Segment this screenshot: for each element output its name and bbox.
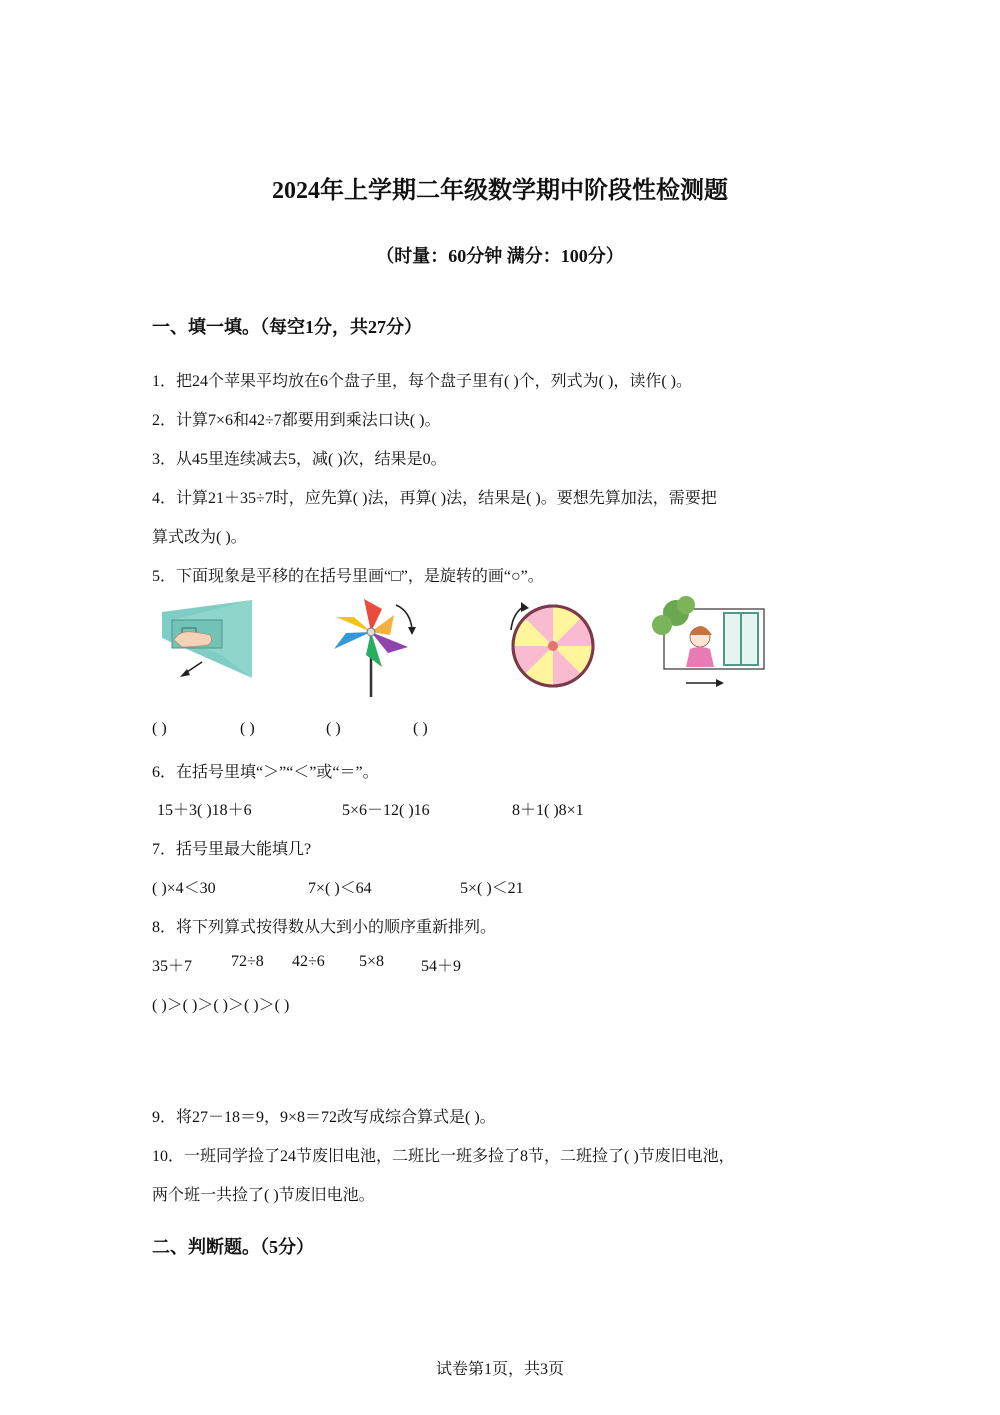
drawer-picture bbox=[162, 598, 257, 688]
q7-item-3: 5×( )＜21 bbox=[460, 880, 524, 897]
q8-item-4: 5×8 bbox=[359, 953, 385, 970]
q5-blank-1[interactable]: ( ) bbox=[152, 720, 167, 737]
question-10-line-1: 10．一班同学捡了24节废旧电池，二班比一班多捡了8节，二班捡了( )节废旧电池， bbox=[152, 1148, 735, 1165]
q5-blank-2[interactable]: ( ) bbox=[240, 720, 255, 737]
question-8: 8．将下列算式按得数从大到小的顺序重新排列。 bbox=[152, 919, 497, 936]
question-5: 5．下面现象是平移的在括号里画“□”，是旋转的画“○”。 bbox=[152, 568, 544, 585]
question-6: 6．在括号里填“＞”“＜”或“＝”。 bbox=[152, 764, 379, 781]
spinning-wheel-picture bbox=[503, 600, 598, 697]
page-footer: 试卷第1页，共3页 bbox=[435, 1361, 564, 1378]
q8-item-2: 72÷8 bbox=[231, 953, 264, 970]
exam-info: （时量：60分钟 满分：100分） bbox=[376, 246, 624, 266]
q7-item-1: ( )×4＜30 bbox=[152, 880, 216, 897]
q8-item-1: 35＋7 bbox=[152, 958, 193, 975]
question-9: 9．将27－18＝9，9×8＝72改写成综合算式是( )。 bbox=[152, 1109, 496, 1126]
section-heading-2: 二、判断题。（5分） bbox=[152, 1237, 314, 1257]
sliding-window-picture bbox=[650, 595, 770, 695]
question-4-line-1: 4．计算21＋35÷7时，应先算( )法，再算( )法，结果是( )。要想先算加法，需要把 bbox=[152, 490, 717, 507]
question-1: 1．把24个苹果平均放在6个盘子里，每个盘子里有( )个，列式为( )，读作( )。 bbox=[152, 373, 692, 390]
question-7: 7．括号里最大能填几? bbox=[152, 841, 312, 858]
q8-answer-line: ( )＞( )＞( )＞( )＞( ) bbox=[152, 997, 290, 1014]
section-heading-1: 一、填一填。（每空1分，共27分） bbox=[152, 317, 422, 337]
question-3: 3．从45里连续减去5，减( )次，结果是0。 bbox=[152, 451, 447, 468]
q6-item-2: 5×6－12( )16 bbox=[342, 802, 430, 819]
question-2: 2．计算7×6和42÷7都要用到乘法口诀( )。 bbox=[152, 412, 441, 429]
q7-item-2: 7×( )＜64 bbox=[308, 880, 372, 897]
question-10-line-2: 两个班一共捡了( )节废旧电池。 bbox=[152, 1187, 375, 1204]
page-title: 2024年上学期二年级数学期中阶段性检测题 bbox=[272, 178, 728, 204]
pinwheel-picture bbox=[330, 597, 425, 702]
question-4-line-2: 算式改为( )。 bbox=[152, 529, 247, 546]
q6-item-1: 15＋3( )18＋6 bbox=[157, 802, 252, 819]
q8-item-3: 42÷6 bbox=[292, 953, 325, 970]
q5-blank-3[interactable]: ( ) bbox=[326, 720, 341, 737]
q6-item-3: 8＋1( )8×1 bbox=[512, 802, 584, 819]
q8-item-5: 54＋9 bbox=[421, 958, 462, 975]
q5-blank-4[interactable]: ( ) bbox=[413, 720, 428, 737]
